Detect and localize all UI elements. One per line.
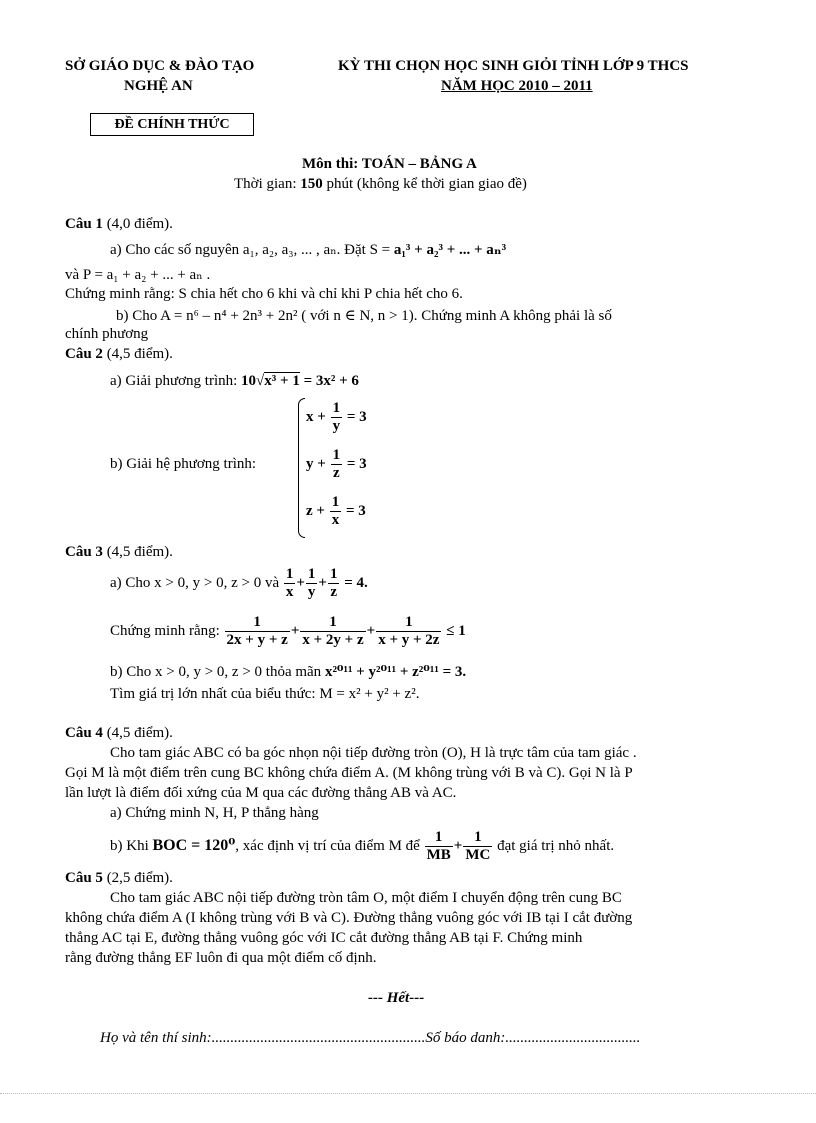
end-marker: --- Hết---	[368, 990, 425, 1006]
q3-heading: Câu 3 (4,5 điểm).	[65, 544, 173, 560]
school-year: NĂM HỌC 2010 – 2011	[441, 78, 593, 94]
candidate-info-line: Họ và tên thí sinh:.........................................................Số báo danh:....................................	[100, 1030, 641, 1046]
department-name: SỞ GIÁO DỤC & ĐÀO TẠO	[65, 58, 255, 74]
q1-part-b-continued: chính phương	[65, 326, 149, 342]
system-brace	[298, 398, 305, 538]
exam-title: KỲ THI CHỌN HỌC SINH GIỎI TỈNH LỚP 9 THCS	[338, 58, 689, 74]
q4-part-a: a) Chứng minh N, H, P thẳng hàng	[110, 805, 319, 821]
q5-text-line-3: thẳng AC tại E, đường thẳng vuông góc với IC cắt đường thẳng AB tại F. Chứng minh	[65, 930, 583, 946]
q1-p-definition: và P = a₁ + a₂ + ... + aₙ .	[65, 267, 211, 283]
province-name: NGHỆ AN	[124, 78, 193, 94]
q2-heading: Câu 2 (4,5 điểm).	[65, 346, 173, 362]
q1-part-a: a) Cho các số nguyên a₁, a₂, a₃, ... , aₙ. Đặt S = a₁³ + a₂³ + ... + aₙ³	[110, 242, 507, 258]
q3-part-b: b) Cho x > 0, y > 0, z > 0 thỏa mãn x²⁰¹¹ + y²⁰¹¹ + z²⁰¹¹ = 3.	[110, 664, 467, 680]
q4-part-b: b) Khi BOC = 120⁰, xác định vị trí của điểm M để $\frac{1}{MB}$ + $\frac{1}{MC}$ đạt giá trị nhỏ nhất.	[110, 829, 615, 863]
q2-part-b-label: b) Giải hệ phương trình:	[110, 456, 257, 472]
q5-heading: Câu 5 (2,5 điểm).	[65, 870, 173, 886]
system-equation-3: z + $\frac{1}{x}$ = 3	[306, 494, 366, 528]
q4-heading: Câu 4 (4,5 điểm).	[65, 725, 173, 741]
q3-find-max: Tìm giá trị lớn nhất của biểu thức: M = x² + y² + z².	[110, 686, 420, 702]
q1-prove-statement: Chứng minh rằng: S chia hết cho 6 khi và chỉ khi P chia hết cho 6.	[65, 286, 463, 302]
subject-title: Môn thi: TOÁN – BẢNG A	[302, 156, 477, 172]
q4-text-line-3: lần lượt là điểm đối xứng của M qua các đường thẳng AB và AC.	[65, 785, 457, 801]
system-equation-2: y + $\frac{1}{z}$ = 3	[306, 447, 367, 481]
page-edge-divider	[0, 1093, 816, 1094]
q1-heading: Câu 1 (4,0 điểm).	[65, 216, 173, 232]
q1-part-b: b) Cho A = n⁶ – n⁴ + 2n³ + 2n² ( với n ∈ N, n > 1). Chứng minh A không phải là số	[116, 308, 612, 324]
q5-text-line-2: không chứa điểm A (I không trùng với B và C). Đường thẳng vuông góc với IB tại I cắt đường	[65, 910, 633, 926]
q5-text-line-4: rằng đường thẳng EF luôn đi qua một điểm cố định.	[65, 950, 377, 966]
official-exam-badge: ĐỀ CHÍNH THỨC	[90, 113, 254, 136]
q4-text-line-2: Gọi M là một điểm trên cung BC không chứa điểm A. (M không trùng với B và C). Gọi N là P	[65, 765, 633, 781]
q5-text-line-1: Cho tam giác ABC nội tiếp đường tròn tâm O, một điểm I chuyển động trên cung BC	[110, 890, 622, 906]
time-limit: Thời gian: 150 phút (không kể thời gian giao đề)	[234, 176, 527, 192]
system-equation-1: x + $\frac{1}{y}$ = 3	[306, 400, 367, 434]
q3-part-a: a) Cho x > 0, y > 0, z > 0 và $\frac{1}{x}$ + $\frac{1}{y}$ + $\frac{1}{z}$ = 4.	[110, 566, 368, 600]
q3-prove-inequality: Chứng minh rằng: $\frac{1}{2x + y + z}$ + $\frac{1}{x + 2y + z}$ + $\frac{1}{x + y + 2z}$ ≤ 1	[110, 614, 466, 648]
q4-text-line-1: Cho tam giác ABC có ba góc nhọn nội tiếp đường tròn (O), H là trực tâm của tam giác .	[110, 745, 637, 761]
q2-part-a: a) Giải phương trình: 10√x³ + 1 = 3x² + 6	[110, 373, 359, 389]
